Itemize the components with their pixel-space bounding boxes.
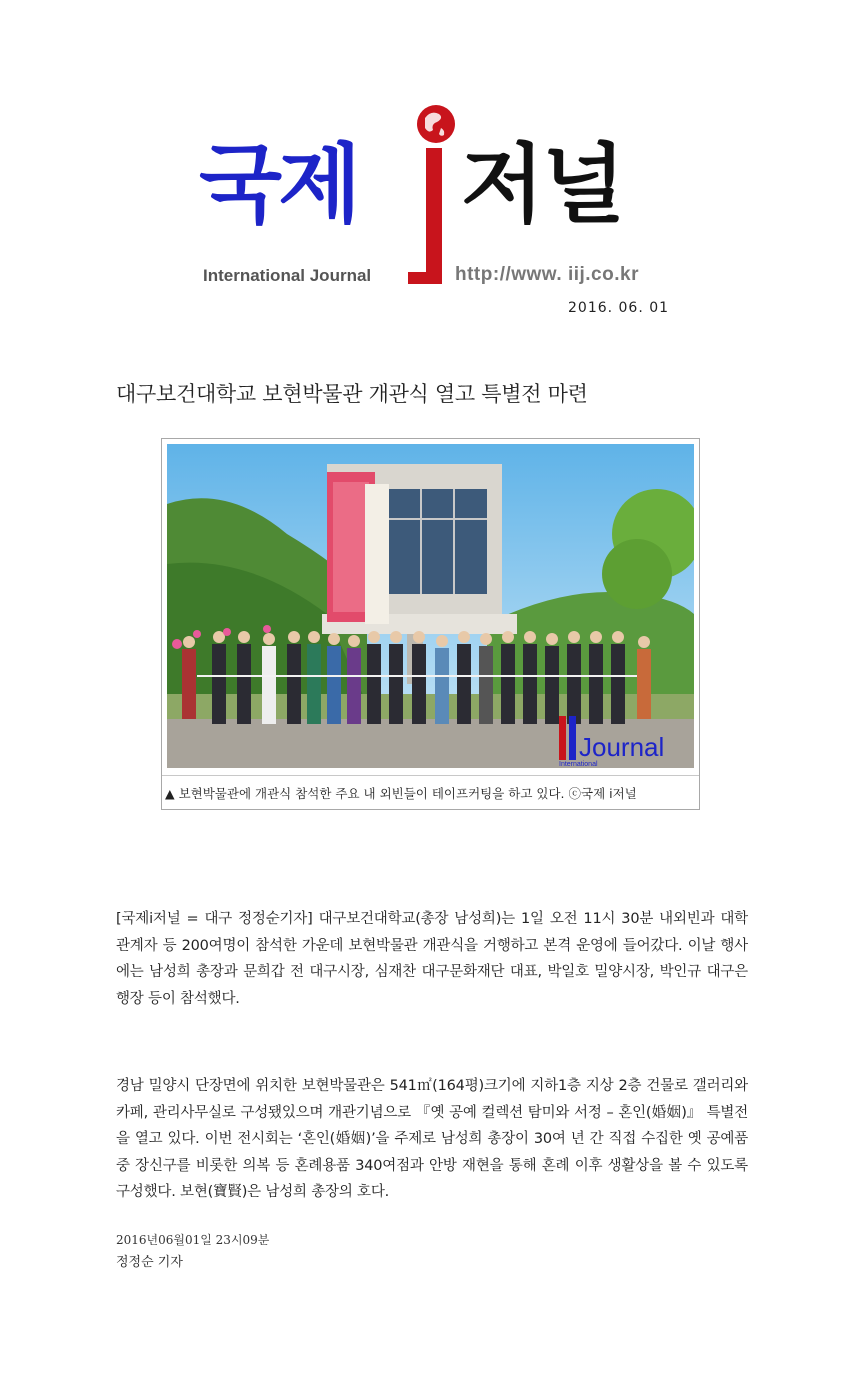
masthead-logo	[197, 100, 672, 300]
masthead-korean-right: 저널	[461, 135, 624, 235]
watermark-subtext: International	[559, 761, 598, 768]
photo-illustration	[167, 444, 694, 768]
article-byline: 정정순 기자	[116, 1255, 183, 1270]
masthead-korean-left: 국제	[199, 135, 358, 235]
watermark-text: Journal	[579, 732, 665, 762]
article-timestamp: 2016년06월01일 23시09분	[116, 1233, 270, 1247]
photo-caption: ▲ 보현박물관에 개관식 참석한 주요 내 외빈들이 테이프커팅을 하고 있다. ⓒ국제 i저널	[165, 786, 637, 801]
museum-window	[389, 489, 487, 594]
article-photo	[167, 444, 694, 768]
caption-divider	[162, 775, 699, 776]
logo-i-foot	[408, 272, 442, 284]
publication-date: 2016. 06. 01	[568, 300, 670, 316]
logo-i-stem	[426, 148, 442, 276]
masthead-english-name: International Journal	[203, 266, 372, 285]
article-paragraph-2: 경남 밀양시 단장면에 위치한 보현박물관은 541㎡(164평)크기에 지하1층 지상 2층 건물로 갤러리와 카페, 관리사무실로 구성됐있으며 개관기념으로 『옛 공예 컬렉션 탐미와 서정 – 혼인(婚姻)』 특별전을 열고 있다. 이번 전시회는 ‘혼인(婚姻)’을 주제로 남성희 총장이 30여 년 간 직접 수집한 옛 공예품 중 장신구를 비롯한 의복 등 혼례용품 340여점과 안방 재현을 통해 혼례 이후 생활상을 볼 수 있도록 구성했다. 보현(寶賢)은 남성희 총장의 호다.	[116, 1078, 748, 1200]
globe-icon	[417, 105, 455, 143]
masthead-url: http://www. iij.co.kr	[455, 264, 639, 285]
article-headline: 대구보건대학교 보현박물관 개관식 열고 특별전 마련	[116, 382, 588, 406]
article-paragraph-1: [국제i저널 = 대구 정정순기자] 대구보건대학교(총장 남성희)는 1일 오전 11시 30분 내외빈과 대학 관계자 등 200여명이 참석한 가운데 보현박물관 개관식을 거행하고 본격 운영에 들어갔다. 이날 행사에는 남성희 총장과 문희갑 전 대구시장, 심재찬 대구문화재단 대표, 박일호 밀양시장, 박인규 대구은행장 등이 참석했다.	[116, 911, 748, 1007]
photo-figure	[161, 438, 700, 810]
